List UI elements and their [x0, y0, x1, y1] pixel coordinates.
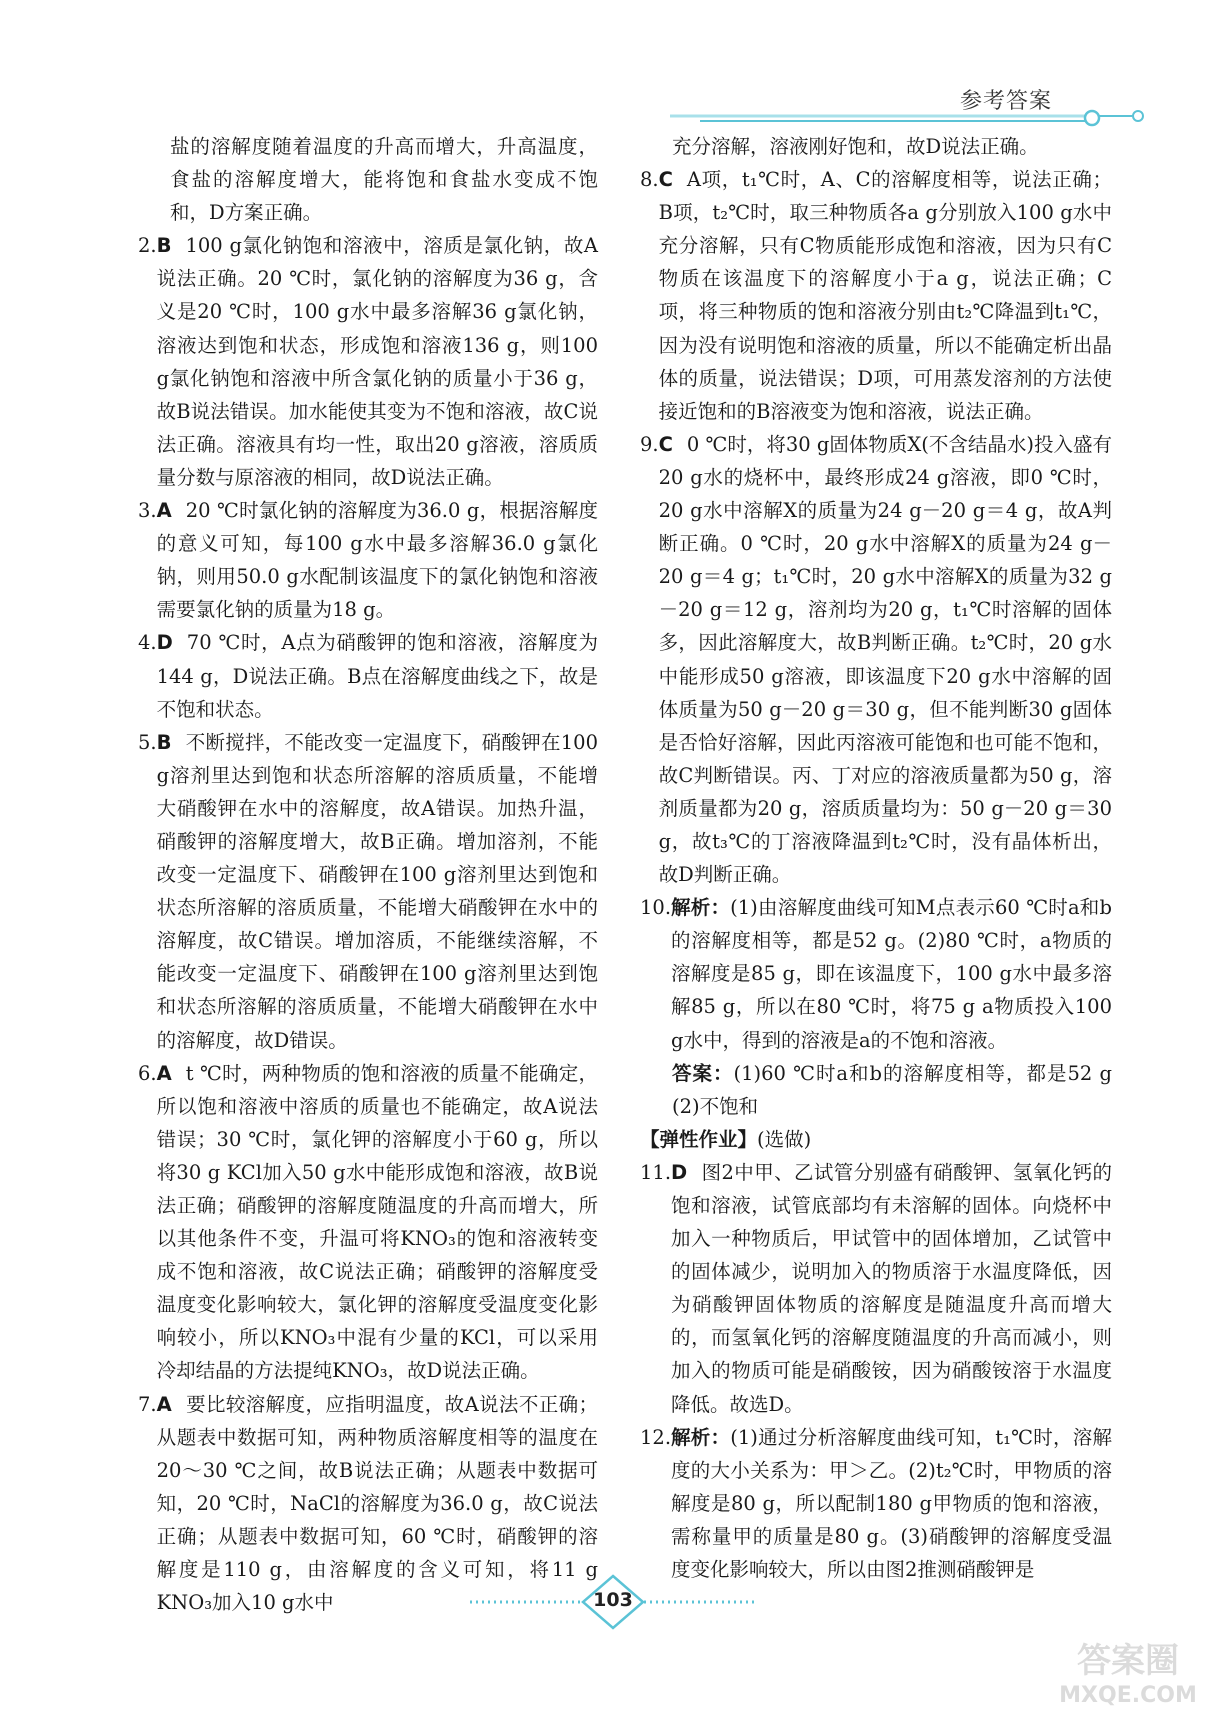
continued-paragraph: 充分溶解，溶液刚好饱和，故D说法正确。 — [672, 135, 1039, 158]
section-heading — [640, 1123, 1112, 1156]
answer-item-5 — [138, 726, 598, 1057]
answer-letter: D — [156, 631, 173, 655]
watermark-url: MXQE.COM — [1059, 1683, 1197, 1708]
answer-letter: B — [156, 234, 172, 258]
answer-letter: A — [156, 499, 172, 523]
continued-paragraph: 盐的溶解度随着温度的升高而增大，升高温度，食盐的溶解度增大，能将饱和食盐水变成不饱和，D方案正确。 — [170, 135, 598, 225]
right-column — [640, 130, 1132, 1586]
explanation: 20 ℃时氯化钠的溶解度为36.0 g，根据溶解度的意义可知，每100 g水中最多溶解36.0 g氯化钠，则用50.0 g水配制该温度下的氯化钠饱和溶液需要氯化钠的质量为18 g。 — [156, 499, 598, 622]
explanation: A项，t₁℃时，A、C的溶解度相等，说法正确；B项，t₂℃时，取三种物质各a g分别放入100 g水中充分溶解，只有C物质能形成饱和溶液，因为只有C物质在该温度下的溶解度小于a g，说法正确；C项，将三种物质的饱和溶液分别由t₂℃降温到t₁℃，因为没有说明饱和溶液的质量，所以不能确定析出晶体的质量，说法错误；D项，可用蒸发溶剂的方法使接近饱和的B溶液变为饱和溶液，说法正确。 — [658, 168, 1112, 423]
analysis-label: 解析： — [671, 896, 731, 920]
answer-item-12 — [640, 1421, 1112, 1586]
page-number: 103 — [593, 1589, 633, 1611]
answer-item-2 — [138, 229, 598, 494]
answer-letter: A — [156, 1392, 172, 1416]
answer-item-3 — [138, 494, 598, 626]
answer-item-11 — [640, 1156, 1112, 1421]
section-title: 【弹性作业】 — [640, 1127, 758, 1151]
header-label: 参考答案 — [960, 89, 1053, 114]
explanation: 100 g氯化钠饱和溶液中，溶质是氯化钠，故A说法正确。20 ℃时，氯化钠的溶解度为36 g，含义是20 ℃时，100 g水中最多溶解36 g氯化钠，溶液达到饱和状态，形成饱和溶液136 g，则100 g氯化钠饱和溶液中所含氯化钠的质量小于36 g，故B说法错误。加水能使其变为不饱和溶液，故C说法正确。溶液具有均一性，取出20 g溶液，溶质质量分数与原溶液的相同，故D说法正确。 — [156, 234, 598, 489]
header-decoration — [0, 0, 1224, 140]
item-number: 4. — [138, 631, 157, 655]
explanation: (1)通过分析溶解度曲线可知，t₁℃时，溶解度的大小关系为：甲＞乙。(2)t₂℃时，甲物质的溶解度是80 g，所以配制180 g甲物质的饱和溶液，需称量甲的质量是80 g。(3)硝酸钾的溶解度受温度变化影响较大，所以由图2推测硝酸钾是 — [671, 1425, 1112, 1582]
answer-letter: C — [658, 168, 673, 192]
item-number: 2. — [138, 234, 157, 258]
section-subtitle: (选做) — [757, 1127, 812, 1151]
item-number: 11. — [640, 1160, 672, 1184]
item-number: 12. — [640, 1425, 672, 1449]
item-number: 10. — [640, 896, 672, 920]
answer-item-4 — [138, 626, 598, 725]
answer-item-10 — [640, 891, 1112, 1056]
explanation: 要比较溶解度，应指明温度，故A说法不正确；从题表中数据可知，两种物质溶解度相等的温度在20～30 ℃之间，故B说法正确；从题表中数据可知，20 ℃时，NaCl的溶解度为36.0 g，故C说法正确；从题表中数据可知，60 ℃时，硝酸钾的溶解度是110 g，由溶解度的含义可知，将11 g KNO₃加入10 g水中 — [156, 1392, 598, 1615]
explanation: t ℃时，两种物质的饱和溶液的质量不能确定，所以饱和溶液中溶质的质量也不能确定，故A说法错误；30 ℃时，氯化钾的溶解度小于60 g，所以将30 g KCl加入50 g水中能形成饱和溶液，故B说法正确；硝酸钾的溶解度随温度的升高而增大，所以其他条件不变，升温可将KNO₃的饱和溶液转变成不饱和溶液，故C说法正确；硝酸钾的溶解度受温度变化影响较大，氯化钾的溶解度受温度变化影响较小，所以KNO₃中混有少量的KCl，可以采用冷却结晶的方法提纯KNO₃，故D说法正确。 — [156, 1061, 598, 1383]
analysis-label: 解析： — [671, 1425, 731, 1449]
answer-label: 答案： — [672, 1061, 734, 1085]
answer-letter: C — [658, 432, 673, 456]
item-number: 3. — [138, 499, 157, 523]
item-number: 6. — [138, 1061, 157, 1085]
answer-item-9 — [640, 428, 1112, 891]
watermark-text: 答案圈 — [1077, 1641, 1179, 1681]
answer-letter: B — [156, 730, 172, 754]
explanation: (1)由溶解度曲线可知M点表示60 ℃时a和b的溶解度相等，都是52 g。(2)80 ℃时，a物质的溶解度是85 g，即在该温度下，100 g水中最多溶解85 g，所以在80 ℃时，将75 g a物质投入100 g水中，得到的溶液是a的不饱和溶液。 — [671, 896, 1112, 1052]
item-number: 8. — [640, 168, 659, 192]
item-number: 7. — [138, 1392, 157, 1416]
explanation: 不断搅拌，不能改变一定温度下，硝酸钾在100 g溶剂里达到饱和状态所溶解的溶质质量，不能增大硝酸钾在水中的溶解度，故A错误。加热升温，硝酸钾的溶解度增大，故B正确。增加溶剂，不能改变一定温度下、硝酸钾在100 g溶剂里达到饱和状态所溶解的溶质质量，不能增大硝酸钾在水中的溶解度，故C错误。增加溶质，不能继续溶解，不能改变一定温度下、硝酸钾在100 g溶剂里达到饱和状态所溶解的溶质质量，不能增大硝酸钾在水中的溶解度，故D错误。 — [156, 730, 598, 1052]
explanation: 0 ℃时，将30 g固体物质X(不含结晶水)投入盛有20 g水的烧杯中，最终形成24 g溶液，即0 ℃时，20 g水中溶解X的质量为24 g－20 g＝4 g，故A判断正确。0 ℃时，20 g水中溶解X的质量为24 g－20 g＝4 g；t₁℃时，20 g水中溶解X的质量为32 g－20 g＝12 g，溶剂均为20 g，t₁℃时溶解的固体多，因此溶解度大，故B判断正确。t₂℃时，20 g水中能形成50 g溶液，即该温度下20 g水中溶解的固体质量为50 g－20 g＝30 g，但不能判断30 g固体是否恰好溶解，因此丙溶液可能饱和也可能不饱和，故C判断错误。丙、丁对应的溶液质量都为50 g，溶剂质量都为20 g，溶质质量均为：50 g－20 g＝30 g，故t₃℃的丁溶液降温到t₂℃时，没有晶体析出，故D判断正确。 — [658, 432, 1112, 887]
answer-item-6 — [138, 1057, 598, 1388]
answer-letter: D — [671, 1160, 688, 1184]
answer-letter: A — [156, 1061, 172, 1085]
left-column — [138, 130, 598, 1619]
answer-item-8 — [640, 163, 1112, 428]
watermark-logo — [1040, 1630, 1215, 1710]
explanation: 70 ℃时，A点为硝酸钾的饱和溶液，溶解度为144 g，D说法正确。B点在溶解度曲线之下，故是不饱和状态。 — [156, 631, 598, 721]
answer-text: (1)60 ℃时a和b的溶解度相等，都是52 g (2)不饱和 — [672, 1061, 1132, 1118]
explanation: 图2中甲、乙试管分别盛有硝酸钾、氢氧化钙的饱和溶液，试管底部均有未溶解的固体。向烧杯中加入一种物质后，甲试管中的固体增加，乙试管中的固体减少，说明加入的物质溶于水温度降低，因为硝酸钾固体物质的溶解度是随温度升高而增大的，而氢氧化钙的溶解度随温度的升高而减小，则加入的物质可能是硝酸铵，因为硝酸铵溶于水温度降低。故选D。 — [671, 1160, 1112, 1416]
answer-item-10-answer — [640, 1057, 1132, 1123]
item-number: 9. — [640, 432, 659, 456]
item-number: 5. — [138, 730, 157, 754]
